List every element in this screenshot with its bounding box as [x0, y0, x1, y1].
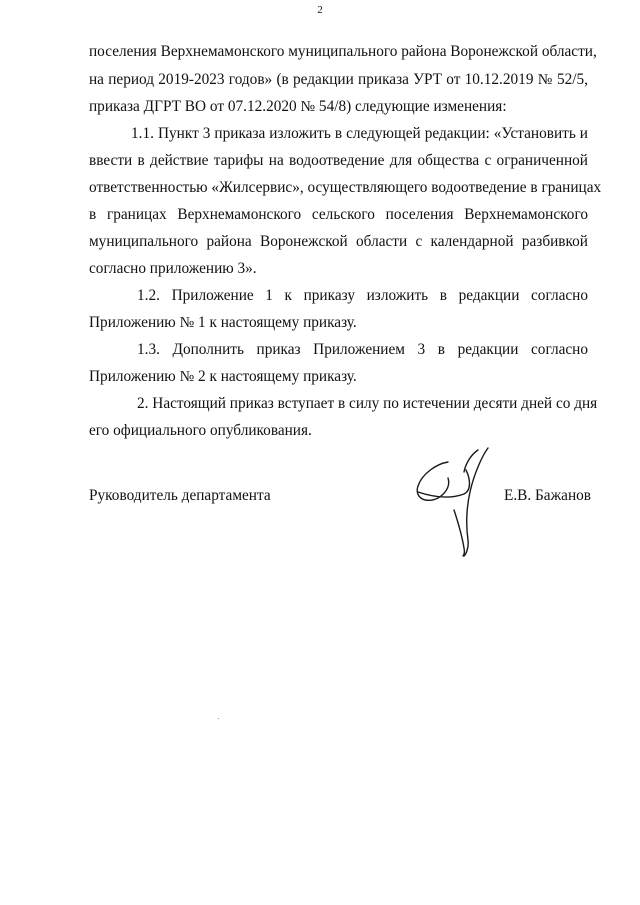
intro-line-3: приказа ДГРТ ВО от 07.12.2020 № 54/8) следующие изменения:: [89, 98, 507, 115]
signatory-position: Руководитель департамента: [89, 487, 271, 504]
item-1-2-line-1: 1.2. Приложение 1 к приказу изложить в редакции согласно: [137, 287, 588, 304]
page-number: 2: [317, 4, 323, 16]
intro-line-2: на период 2019-2023 годов» (в редакции приказа УРТ от 10.12.2019 № 52/5,: [89, 71, 588, 88]
item-2-line-2: его официального опубликования.: [89, 422, 312, 439]
item-1-3-line-2: Приложению № 2 к настоящему приказу.: [89, 368, 357, 385]
item-1-1-line-6: согласно приложению 3».: [89, 260, 257, 277]
item-1-1-line-2: ввести в действие тарифы на водоотведение для общества с ограниченной: [89, 152, 588, 169]
handwritten-signature: [408, 440, 498, 560]
item-1-3-line-1: 1.3. Дополнить приказ Приложением 3 в редакции согласно: [137, 341, 588, 358]
signatory-name: Е.В. Бажанов: [504, 487, 592, 504]
item-1-1-line-1: 1.1. Пункт 3 приказа изложить в следующей редакции: «Установить и: [131, 125, 588, 142]
intro-line-1: поселения Верхнемамонского муниципального района Воронежской области,: [89, 43, 597, 60]
item-1-1-line-5: муниципального района Воронежской области с календарной разбивкой: [89, 233, 588, 250]
item-1-1-line-3: ответственностью «Жилсервис», осуществляющего водоотведение в границах: [89, 179, 602, 196]
scan-artifact: [218, 718, 219, 719]
item-1-2-line-2: Приложению № 1 к настоящему приказу.: [89, 314, 357, 331]
item-2-line-1: 2. Настоящий приказ вступает в силу по истечении десяти дней со дня: [137, 395, 598, 412]
item-1-1-line-4: в границах Верхнемамонского сельского поселения Верхнемамонского: [89, 206, 588, 223]
